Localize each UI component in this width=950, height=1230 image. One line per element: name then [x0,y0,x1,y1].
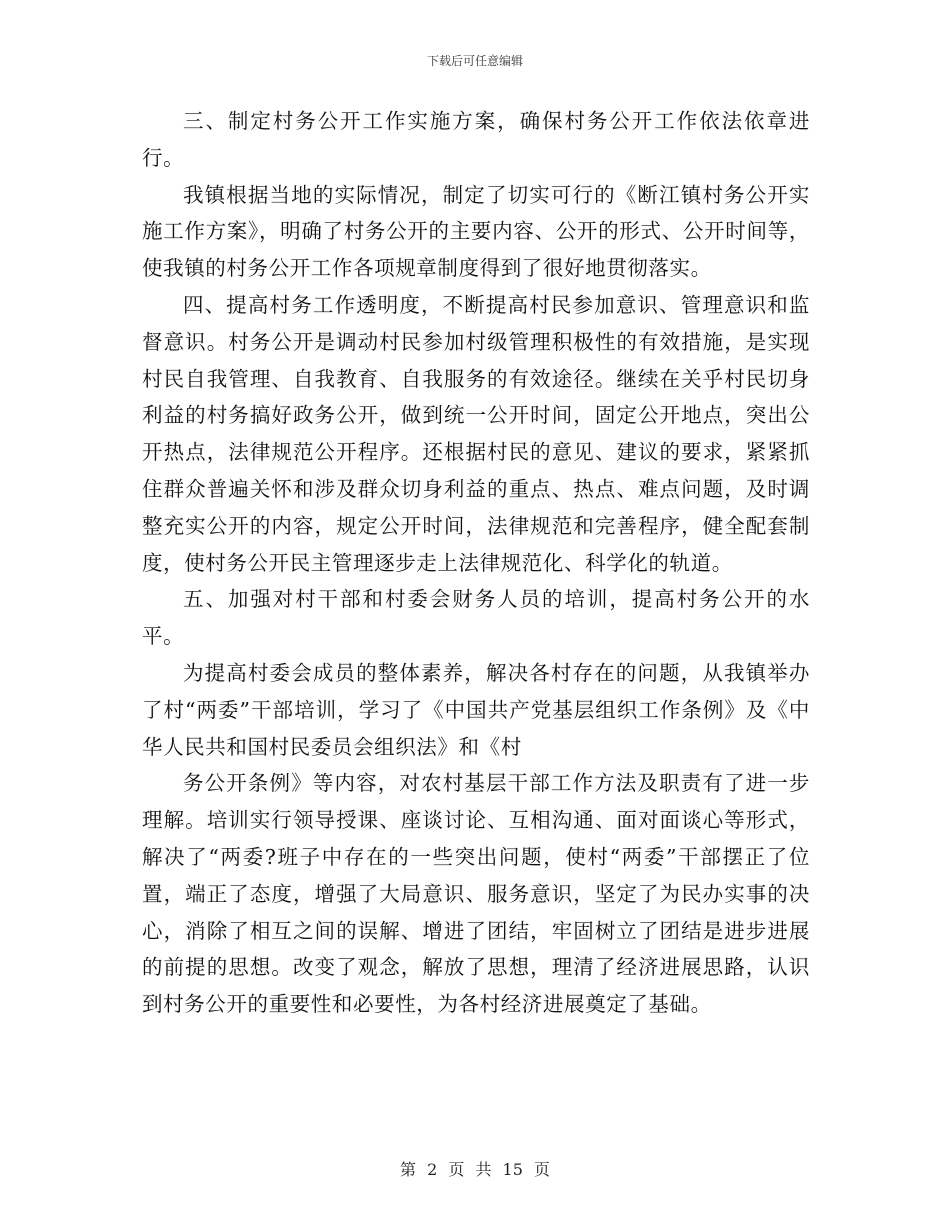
section-heading-4: 四、提高村务工作透明度，不断提高村民参加意识、管理意识和监督意识。村务公开是调动村民参加村级管理积极性的有效措施，是实现村民自我管理、自我教育、自我服务的有效途径。继续在关乎村民切身利益的村务搞好政务公开，做到统一公开时间，固定公开地点，突出公开热点，法律规范公开程序。还根据村民的意见、建议的要求，紧紧抓住群众普遍关怀和涉及群众切身利益的重点、热点、难点问题，及时调整充实公开的内容，规定公开时间，法律规范和完善程序，健全配套制度，使村务公开民主管理逐步走上法律规范化、科学化的轨道。 [142,292,810,575]
section-heading-5: 五、加强对村干部和村委会财务人员的培训，提高村务公开的水平。 [142,587,810,649]
document-body [142,103,810,1023]
paragraph: 务公开条例》等内容，对农村基层干部工作方法及职责有了进一步理解。培训实行领导授课、座谈讨论、互相沟通、面对面谈心等形式，解决了“两委?班子中存在的一些突出问题，使村“两委”干部摆正了位置，端正了态度，增强了大局意识、服务意识，坚定了为民办实事的决心，消除了相互之间的误解、增进了团结，牢固树立了团结是进步进展的前提的思想。改变了观念，解放了思想，理清了经济进展思路，认识到村务公开的重要性和必要性，为各村经济进展奠定了基础。 [142,771,810,1017]
paragraph: 为提高村委会成员的整体素养，解决各村存在的问题，从我镇举办了村“两委”干部培训，学习了《中国共产党基层组织工作条例》及《中华人民共和国村民委员会组织法》和《村 [142,660,810,759]
section-heading-3: 三、制定村务公开工作实施方案，确保村务公开工作依法依章进行。 [142,109,810,170]
page-header: 下载后可任意编辑 [426,54,523,68]
paragraph: 我镇根据当地的实际情况，制定了切实可行的《断江镇村务公开实施工作方案》，明确了村务公开的主要内容、公开的形式、公开时间等，使我镇的村务公开工作各项规章制度得到了很好地贯彻落实。 [142,182,810,281]
page-footer: 第 2 页 共 15 页 [400,1160,550,1179]
